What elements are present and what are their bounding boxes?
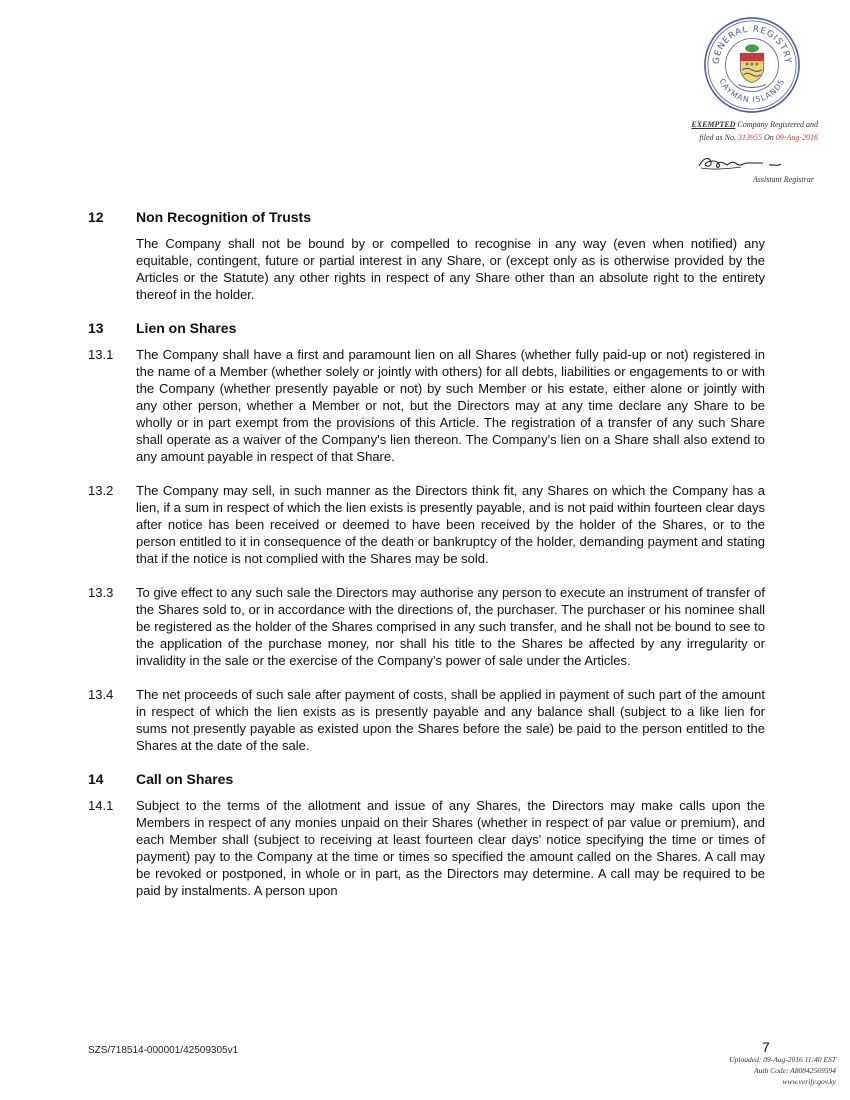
clause-13-4 xyxy=(88,686,765,754)
clause-number: 13.3 xyxy=(88,585,114,600)
clause-text: The net proceeds of such sale after payment of costs, shall be applied in payment of such part of the amount in respect of which the lien exists as is presently payable and any balance shall (subject to a like lien for sums not presently payable as existed upon the Shares before the sale) be paid to the person entitled to the Shares at the date of the sale. xyxy=(136,687,765,753)
section-12-body: The Company shall not be bound by or compelled to recognise in any way (even when notified) any equitable, contingent, future or partial interest in any Share, or (except only as is otherwise provided by the Articles or the Statute) any other rights in respect of any Share other than an absolute right to the entirety thereof in the holder. xyxy=(136,236,765,302)
registration-number: 313955 xyxy=(738,133,762,142)
section-number: 12 xyxy=(88,209,104,225)
clause-13-2 xyxy=(88,482,765,567)
section-14-heading xyxy=(88,771,765,788)
clause-13-1 xyxy=(88,346,765,465)
upload-timestamp: Uploaded: 09-Aug-2016 11:40 EST xyxy=(729,1055,836,1064)
assistant-registrar-label: Assistant Registrar xyxy=(752,175,814,184)
clause-text: Subject to the terms of the allotment and issue of any Shares, the Directors may make calls upon the Members in respect of any monies unpaid on their Shares (whether in respect of par value or premium), and each Member shall (subject to receiving at least fourteen clear days' notice specifying the time or times of payment) pay to the Company at the time or times so specified the amount called on the Shares. A call may be revoked or postponed, in whole or in part, as the Directors may determine. A call may be required to be paid by instalments. A person upon xyxy=(136,798,765,898)
clause-13-3 xyxy=(88,584,765,669)
section-13-heading xyxy=(88,320,765,337)
clause-number: 14.1 xyxy=(88,798,114,813)
exempted-label: EXEMPTED xyxy=(691,120,736,129)
registration-line-2 xyxy=(598,131,818,144)
upload-verification xyxy=(729,1054,836,1087)
registrar-signature-icon xyxy=(697,152,785,174)
clause-text: The Company shall have a first and paramount lien on all Shares (whether fully paid-up or not) registered in the name of a Member (whether solely or jointly with others) for all debts, liabilities or engagements to or with the Company (whether presently payable or not) by such Member or his estate, either alone or jointly with any other person, whether a Member or not, but the Directors may at any time declare any Share to be wholly or in part exempt from the provisions of this Article. The registration of a transfer of any such Share shall operate as a waiver of the Company's lien thereon. The Company's lien on a Share shall also extend to any amount payable in respect of that Share. xyxy=(136,347,765,464)
registration-line-1 xyxy=(598,118,818,131)
seal-bottom-text: CAYMAN ISLANDS xyxy=(717,77,787,105)
registration-line-1-rest: Company Registered and xyxy=(735,120,818,129)
section-number: 14 xyxy=(88,771,104,787)
section-12-heading xyxy=(88,209,765,226)
registration-date: 09-Aug-2016 xyxy=(775,133,818,142)
section-number: 13 xyxy=(88,320,104,336)
clause-text: The Company may sell, in such manner as the Directors think fit, any Shares on which the Company has a lien, if a sum in respect of which the lien exists is presently payable, and is not paid within fourteen clear days after notice has been received or deemed to have been received by the holder of the Shares, or to the person entitled to it in consequence of the death or bankruptcy of the holder, demanding payment and stating that if the notice is not complied with the Shares may be sold. xyxy=(136,483,765,566)
document-body xyxy=(88,209,765,916)
clause-14-1 xyxy=(88,797,765,899)
registration-stamp xyxy=(598,118,818,144)
clause-number: 13.1 xyxy=(88,347,114,362)
page-number: 7 xyxy=(762,1039,770,1055)
auth-code: Auth Code: A80842569594 xyxy=(754,1066,836,1075)
registry-seal-icon xyxy=(703,16,801,114)
document-reference: SZS/718514-000001/42509305v1 xyxy=(88,1045,239,1056)
section-title: Call on Shares xyxy=(136,771,234,787)
verify-website: www.verify.gov.ky xyxy=(782,1077,836,1086)
clause-number: 13.4 xyxy=(88,687,114,702)
clause-text: To give effect to any such sale the Directors may authorise any person to execute an instrument of transfer of the Shares sold to, or in accordance with the directions of, the purchaser. The purchaser or his nominee shall be registered as the holder of the Shares comprised in any such transfer, and he shall not be bound to see to the application of the purchase money, nor shall his title to the Shares be affected by any irregularity or invalidity in the sale or the exercise of the Company's power of sale under the Articles. xyxy=(136,585,765,668)
section-title: Non Recognition of Trusts xyxy=(136,209,311,225)
seal-top-text: GENERAL REGISTRY xyxy=(711,24,793,65)
registration-line-2-mid: On xyxy=(762,133,776,142)
clause-number: 13.2 xyxy=(88,483,114,498)
registration-line-2-prefix: filed as No. xyxy=(699,133,738,142)
section-title: Lien on Shares xyxy=(136,320,237,336)
